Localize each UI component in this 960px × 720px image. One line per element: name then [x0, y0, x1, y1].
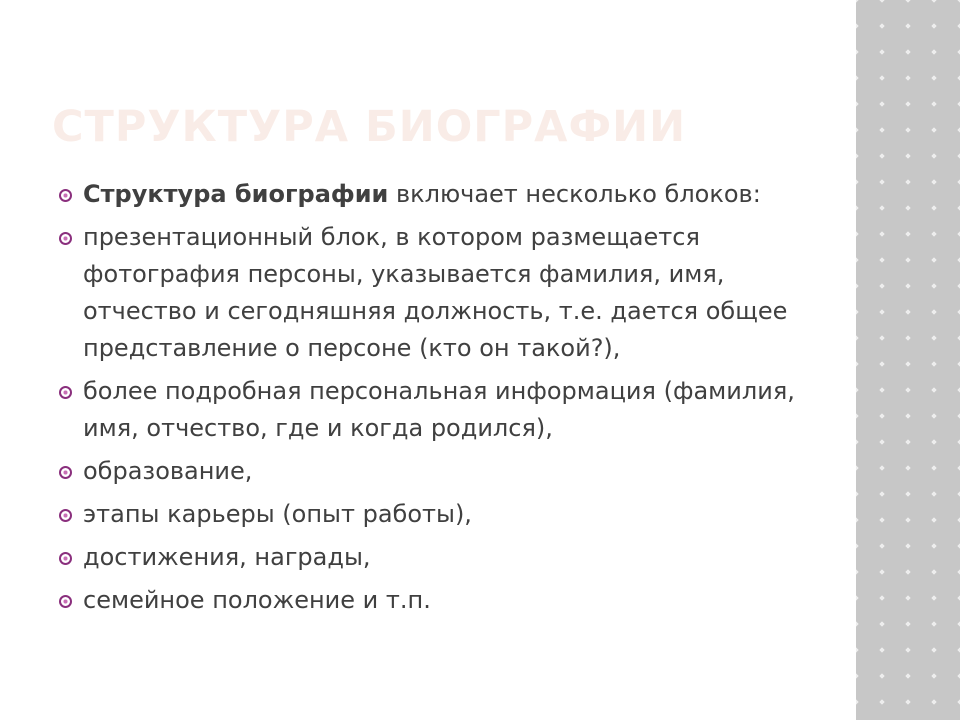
list-item — [58, 453, 818, 490]
circle-bullet-icon — [59, 595, 72, 608]
list-item — [58, 539, 818, 576]
list-item — [58, 582, 818, 619]
bullet-text: более подробная персональная информация (фамилия, имя, отчество, где и когда родился), — [83, 377, 795, 442]
circle-bullet-icon — [59, 466, 72, 479]
bold-term: Структура биографии — [83, 180, 389, 208]
list-item — [58, 496, 818, 533]
circle-bullet-icon — [59, 189, 72, 202]
circle-bullet-icon — [59, 386, 72, 399]
list-item — [58, 219, 818, 367]
bullet-text: этапы карьеры (опыт работы), — [83, 500, 472, 528]
circle-bullet-icon — [59, 552, 72, 565]
circle-bullet-icon — [59, 232, 72, 245]
bullet-text: презентационный блок, в котором размещается фотография персоны, указывается фамилия, имя, отчество и сегодняшняя должность, т.е. дается общее представление о персоне (кто он такой?), — [83, 223, 788, 362]
list-item — [58, 373, 818, 447]
bullet-list — [58, 176, 818, 625]
bullet-body: включает несколько блоков: — [388, 180, 761, 208]
bullet-text: образование, — [83, 457, 253, 485]
circle-bullet-icon — [59, 509, 72, 522]
bullet-text — [83, 180, 761, 208]
bullet-text: достижения, награды, — [83, 543, 371, 571]
slide-title: СТРУКТУРА БИОГРАФИИ — [52, 102, 687, 152]
list-item — [58, 176, 818, 213]
decorative-side-pattern — [856, 0, 960, 720]
bullet-text: семейное положение и т.п. — [83, 586, 431, 614]
